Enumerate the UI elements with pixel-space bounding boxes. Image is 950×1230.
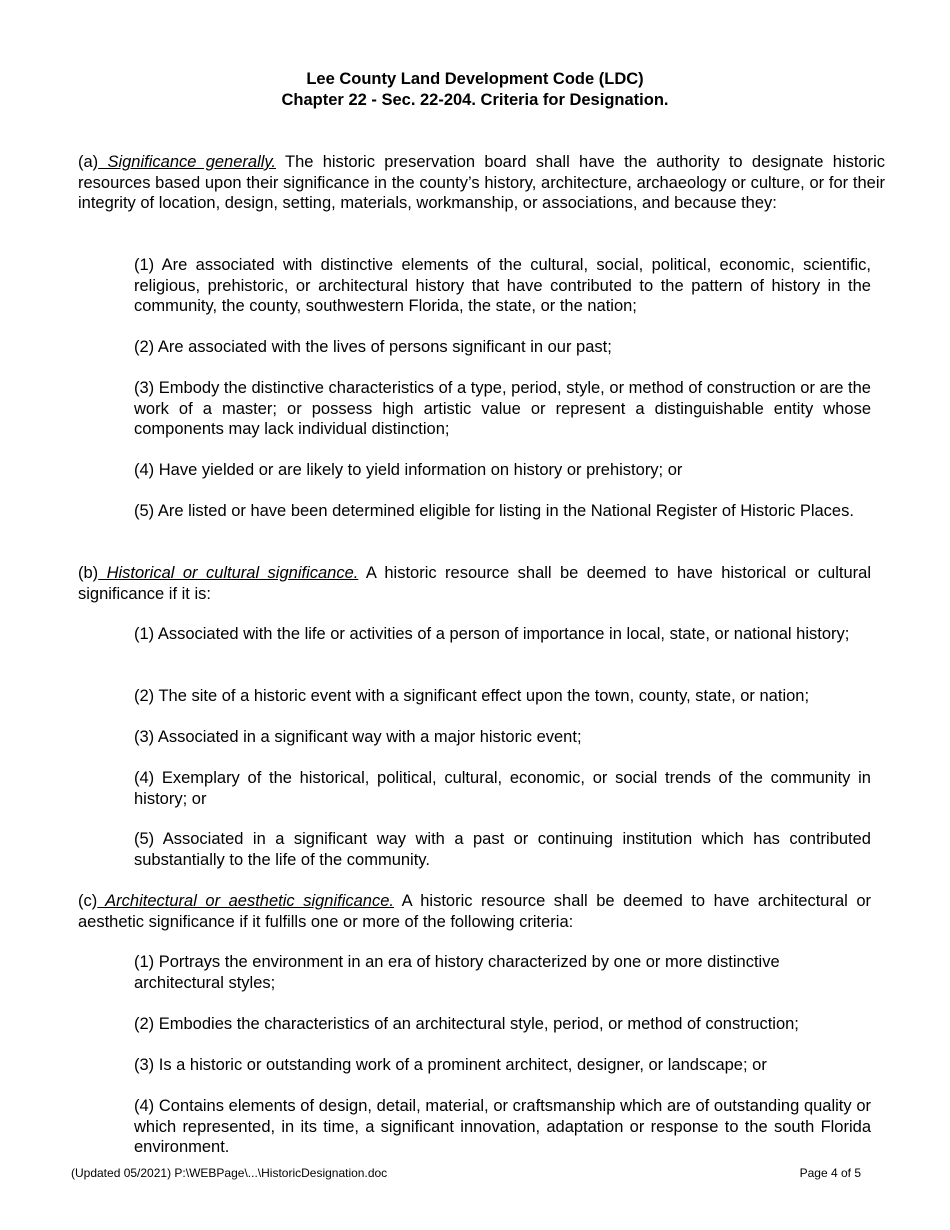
section-c-item-2: (2) Embodies the characteristics of an architectural style, period, or method of construction; [134,1015,799,1033]
section-c-item-3: (3) Is a historic or outstanding work of a prominent architect, designer, or landscape; or [134,1056,767,1074]
section-b-item-2: (2) The site of a historic event with a significant effect upon the town, county, state, or nation; [134,687,810,705]
section-a-label: (a) [78,153,99,171]
section-c-intro [78,891,871,932]
section-b-intro [78,563,871,604]
section-b-item-5: (5) Associated in a significant way with a past or continuing institution which has contributed substantially to the life of the community. [134,830,871,869]
section-b-item-3: (3) Associated in a significant way with a major historic event; [134,728,582,746]
section-b-heading: Historical or cultural significance. [98,564,359,582]
section-a-item-3: (3) Embody the distinctive characteristics of a type, period, style, or method of construction or are the work of a master; or possess high artistic value or represent a distinguishable entity whose components may lack individual distinction; [134,379,871,439]
section-c-label: (c) [78,892,98,910]
section-c-heading: Architectural or aesthetic significance. [97,892,394,910]
section-a-item-5: (5) Are listed or have been determined eligible for listing in the National Register of Historic Places. [134,502,854,520]
document-subtitle: Chapter 22 - Sec. 22-204. Criteria for Designation. [281,91,669,109]
footer-page-number: Page 4 of 5 [799,1166,861,1180]
section-b-body: A historic resource shall be deemed to have historical or cultural significance if it is: [78,564,871,603]
section-a-heading: Significance generally. [98,153,277,171]
section-c-item-4: (4) Contains elements of design, detail, material, or craftsmanship which are of outstanding quality or which represented, in its time, a significant innovation, adaptation or response to the south Florida environment. [134,1097,871,1157]
document-title: Lee County Land Development Code (LDC) [306,70,644,88]
section-a-item-2: (2) Are associated with the lives of persons significant in our past; [134,338,612,356]
section-b-item-4: (4) Exemplary of the historical, political, cultural, economic, or social trends of the community in history; or [134,769,871,808]
section-a-item-4: (4) Have yielded or are likely to yield information on history or prehistory; or [134,461,683,479]
section-c-body: A historic resource shall be deemed to have architectural or aesthetic significance if it fulfills one or more of the following criteria: [78,892,872,931]
section-b-label: (b) [78,564,99,582]
section-a-body: The historic preservation board shall have the authority to designate historic resources based upon their significance in the county’s history, architecture, archaeology or culture, or for their integrity of location, design, setting, materials, workmanship, or associations, and because they: [78,153,885,213]
footer-file-info: (Updated 05/2021) P:\WEBPage\...\HistoricDesignation.doc [71,1166,388,1180]
section-a-item-1: (1) Are associated with distinctive elements of the cultural, social, political, economic, scientific, religious, prehistoric, or architectural history that have contributed to the pattern of history in the community, the county, southwestern Florida, the state, or the nation; [134,256,871,316]
section-c-item-1: (1) Portrays the environment in an era of history characterized by one or more distinctive architectural styles; [134,953,780,992]
section-b-item-1: (1) Associated with the life or activities of a person of importance in local, state, or national history; [134,625,850,643]
section-a-intro [78,152,885,214]
